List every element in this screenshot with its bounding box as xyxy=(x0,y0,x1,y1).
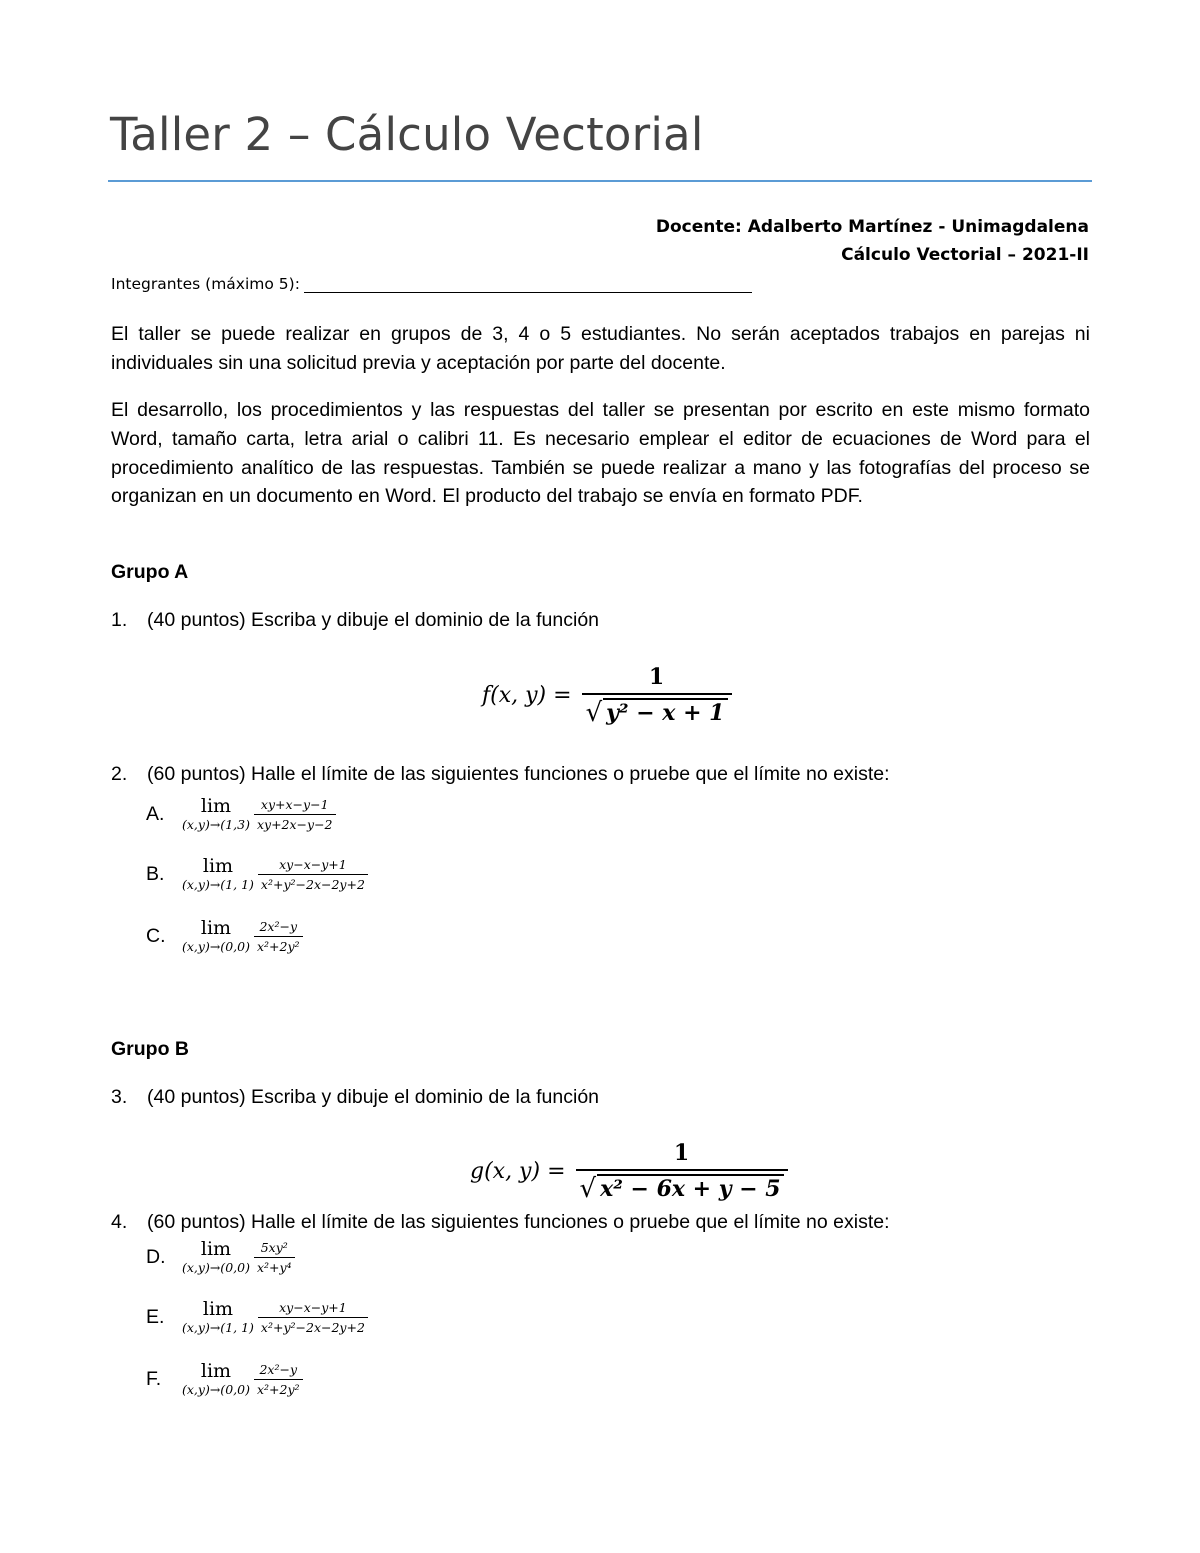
equation-g-numerator: 1 xyxy=(673,1140,690,1166)
lim-subscript: (x,y)→(0,0) xyxy=(182,939,250,955)
equation-f-denominator xyxy=(582,693,732,726)
lim-text: lim xyxy=(200,795,232,818)
limit-item-e xyxy=(146,1300,368,1335)
lim-subscript: (x,y)→(1, 1) xyxy=(182,877,254,893)
limit-letter: B. xyxy=(146,863,165,885)
lim-text: lim xyxy=(202,855,234,878)
equation-f-radicand: y² − x + 1 xyxy=(603,698,727,726)
limit-numerator: 2x²−y xyxy=(259,919,298,934)
question-1 xyxy=(111,611,599,631)
limit-item-b xyxy=(146,857,368,892)
question-4-text: (60 puntos) Halle el límite de las siguientes funciones o pruebe que el límite no existe: xyxy=(147,1211,890,1233)
equation-f-lhs: f(x, y) = xyxy=(482,682,572,708)
limit-denominator: xy+2x−y−2 xyxy=(254,814,336,832)
equation-g-radicand: x² − 6x + y − 5 xyxy=(597,1174,784,1202)
limit-item-a xyxy=(146,797,336,832)
question-4-number: 4. xyxy=(111,1211,128,1233)
limit-operator xyxy=(182,1240,250,1275)
question-1-number: 1. xyxy=(111,609,128,631)
lim-subscript: (x,y)→(0,0) xyxy=(182,1260,250,1276)
limit-fraction xyxy=(254,919,303,954)
docente-line: Docente: Adalberto Martínez - Unimagdalena xyxy=(655,217,1089,237)
question-2-number: 2. xyxy=(111,763,128,785)
limit-operator xyxy=(182,857,254,892)
equation-f xyxy=(482,664,732,726)
group-b-heading: Grupo B xyxy=(111,1038,189,1060)
limit-numerator: 5xy² xyxy=(260,1240,288,1255)
limit-operator xyxy=(182,1300,254,1335)
limit-item-f xyxy=(146,1362,303,1397)
integrantes-blank-line xyxy=(304,276,752,293)
lim-text: lim xyxy=(202,1298,234,1321)
document-title: Taller 2 – Cálculo Vectorial xyxy=(110,108,704,161)
limit-numerator: xy+x−y−1 xyxy=(260,797,329,812)
lim-text: lim xyxy=(200,1360,232,1383)
course-line: Cálculo Vectorial – 2021-II xyxy=(841,245,1089,265)
equation-f-fraction xyxy=(582,664,732,726)
question-4 xyxy=(111,1213,890,1233)
lim-text: lim xyxy=(200,917,232,940)
intro-paragraph-1: El taller se puede realizar en grupos de 3, 4 o 5 estudiantes. No serán aceptados trabajos en parejas ni individuales sin una solicitud previa y aceptación por parte del docente. xyxy=(111,323,1090,374)
limit-fraction xyxy=(254,1240,295,1275)
integrantes-label: Integrantes (máximo 5): xyxy=(111,275,300,293)
group-a-heading: Grupo A xyxy=(111,561,189,583)
equation-g-lhs: g(x, y) = xyxy=(470,1158,566,1184)
limit-denominator: x²+2y² xyxy=(254,936,303,954)
lim-subscript: (x,y)→(1, 1) xyxy=(182,1320,254,1336)
equation-g-denominator xyxy=(576,1169,788,1202)
lim-subscript: (x,y)→(1,3) xyxy=(182,817,250,833)
limit-letter: D. xyxy=(146,1246,166,1268)
limit-item-c xyxy=(146,919,303,954)
lim-subscript: (x,y)→(0,0) xyxy=(182,1382,250,1398)
limit-operator xyxy=(182,797,250,832)
question-3-text: (40 puntos) Escriba y dibuje el dominio de la función xyxy=(147,1086,600,1108)
limit-operator xyxy=(182,1362,250,1397)
limit-fraction xyxy=(254,797,336,832)
limit-fraction xyxy=(254,1362,303,1397)
lim-text: lim xyxy=(200,1238,232,1261)
limit-letter: A. xyxy=(146,803,165,825)
question-3 xyxy=(111,1088,599,1108)
limit-numerator: 2x²−y xyxy=(259,1362,298,1377)
limit-denominator: x²+y⁴ xyxy=(254,1257,295,1275)
limit-letter: F. xyxy=(146,1368,162,1390)
equation-f-numerator: 1 xyxy=(648,664,665,690)
question-3-number: 3. xyxy=(111,1086,128,1108)
question-2-text: (60 puntos) Halle el límite de las siguientes funciones o pruebe que el límite no existe: xyxy=(147,763,890,785)
limit-letter: C. xyxy=(146,925,166,947)
limit-denominator: x²+2y² xyxy=(254,1379,303,1397)
limit-item-d xyxy=(146,1240,295,1275)
question-1-text: (40 puntos) Escriba y dibuje el dominio de la función xyxy=(147,609,600,631)
limit-operator xyxy=(182,919,250,954)
sqrt-symbol: √ xyxy=(585,698,603,728)
question-2 xyxy=(111,765,890,785)
limit-denominator: x²+y²−2x−2y+2 xyxy=(258,1317,368,1335)
limit-fraction xyxy=(258,857,368,892)
equation-g-fraction xyxy=(576,1140,788,1202)
limit-fraction xyxy=(258,1300,368,1335)
limit-numerator: xy−x−y+1 xyxy=(279,857,347,872)
limit-denominator: x²+y²−2x−2y+2 xyxy=(258,874,368,892)
title-underline xyxy=(108,180,1092,182)
sqrt-symbol: √ xyxy=(579,1174,597,1204)
integrantes-field xyxy=(111,276,752,293)
equation-g xyxy=(470,1140,788,1202)
limit-letter: E. xyxy=(146,1306,165,1328)
limit-numerator: xy−x−y+1 xyxy=(279,1300,347,1315)
intro-paragraph-2: El desarrollo, los procedimientos y las respuestas del taller se presentan por escrito en este mismo formato Word, tamaño carta, letra arial o calibri 11. Es necesario emplear el editor de ecuaciones de Word para el procedimiento analítico de las respuestas. También se puede realizar a mano y las fotografías del proceso se organizan en un documento en Word. El producto del trabajo se envía en formato PDF. xyxy=(111,399,1090,508)
